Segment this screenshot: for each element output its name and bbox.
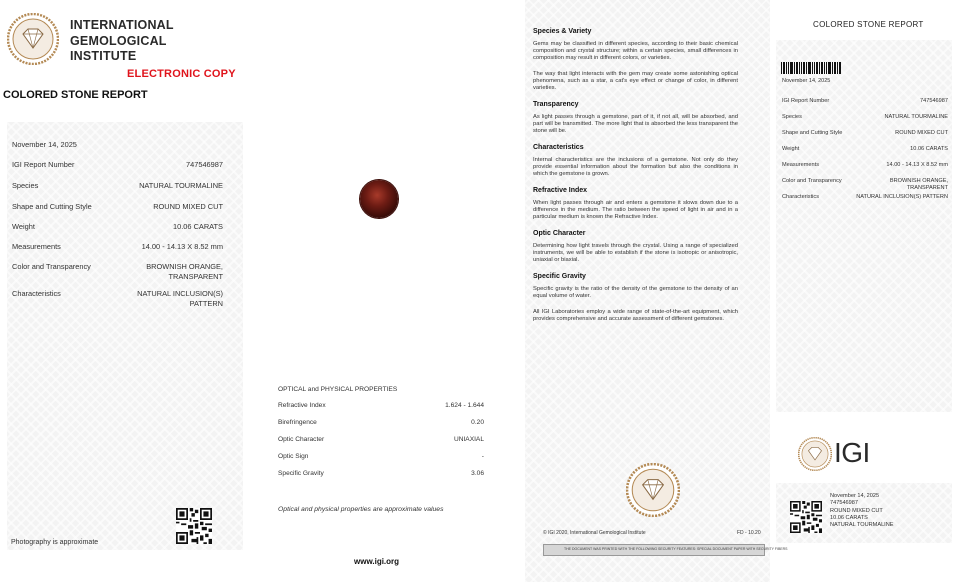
report-title: COLORED STONE REPORT bbox=[3, 89, 148, 101]
row-label: Species bbox=[782, 114, 802, 120]
row-value: 14.00 - 14.13 X 8.52 mm bbox=[141, 242, 223, 251]
row-label: Color and Transparency bbox=[12, 262, 91, 271]
row-value: 10.06 CARATS bbox=[910, 146, 948, 152]
mini-line: NATURAL TOURMALINE bbox=[830, 522, 894, 529]
report-main-panel bbox=[0, 0, 250, 582]
table-row bbox=[7, 202, 243, 222]
table-row bbox=[7, 289, 243, 313]
form-code: FD - 10.20 bbox=[737, 530, 761, 536]
mini-summary bbox=[830, 493, 894, 529]
row-value: 0.20 bbox=[471, 419, 484, 426]
summary-table bbox=[782, 98, 952, 210]
report-date: November 14, 2025 bbox=[12, 140, 77, 149]
table-row bbox=[782, 194, 952, 210]
report-date-row bbox=[7, 140, 243, 160]
security-text: THE DOCUMENT WAS PRINTED WITH THE FOLLOWING SECURITY FEATURES: SPECIAL DOCUMENT PAPER WITH SECURITY FIBERS bbox=[564, 547, 788, 551]
igi-seal-icon bbox=[798, 437, 832, 471]
row-value: NATURAL TOURMALINE bbox=[884, 114, 948, 120]
mini-line: 747546987 bbox=[830, 500, 858, 507]
optical-properties-table bbox=[278, 386, 484, 487]
row-value: UNIAXIAL bbox=[453, 436, 484, 443]
row-label: IGI Report Number bbox=[782, 98, 830, 104]
institute-name bbox=[70, 18, 174, 65]
row-label: Refractive Index bbox=[278, 402, 326, 409]
row-label: Birefringence bbox=[278, 419, 317, 426]
row-label: Species bbox=[12, 181, 39, 190]
table-row bbox=[7, 160, 243, 181]
section-text: The way that light interacts with the gem may create some astonishing optical phenomena, such as a star, a cat's eye effect or change of color, in different varieties. bbox=[533, 71, 738, 91]
approximate-values-note: Optical and physical properties are approximate values bbox=[278, 506, 444, 513]
igi-seal-icon bbox=[626, 463, 680, 517]
row-label: Characteristics bbox=[12, 289, 61, 298]
institute-name-line3: INSTITUTE bbox=[70, 49, 137, 63]
section-title: Refractive Index bbox=[533, 187, 588, 194]
table-row bbox=[278, 436, 484, 453]
table-row bbox=[782, 178, 952, 194]
summary-card bbox=[776, 40, 952, 412]
row-label: Optic Sign bbox=[278, 453, 309, 460]
row-label: Optic Character bbox=[278, 436, 325, 443]
table-row bbox=[278, 419, 484, 436]
section-title: Transparency bbox=[533, 101, 579, 108]
electronic-copy-label: ELECTRONIC COPY bbox=[127, 68, 236, 80]
gemstone-photo bbox=[360, 180, 398, 218]
qr-code-icon[interactable] bbox=[790, 501, 822, 533]
row-value: BROWNISH ORANGE, TRANSPARENT bbox=[146, 262, 223, 281]
row-label: Shape and Cutting Style bbox=[12, 202, 92, 211]
optical-heading: OPTICAL and PHYSICAL PROPERTIES bbox=[278, 386, 398, 393]
table-row bbox=[7, 262, 243, 289]
row-value: 1.624 - 1.644 bbox=[445, 402, 484, 409]
row-label: Measurements bbox=[782, 162, 819, 168]
igi-seal-icon bbox=[7, 13, 59, 65]
section-title: Specific Gravity bbox=[533, 273, 586, 280]
table-row bbox=[782, 98, 952, 114]
row-value: 14.00 - 14.13 X 8.52 mm bbox=[886, 162, 948, 168]
definitions-list bbox=[533, 28, 738, 332]
row-value: 10.06 CARATS bbox=[173, 222, 223, 231]
section-text: Determining how light travels through the crystal. Using a range of specialized instruments, we will be able to establish if the stone is isotropic or anisotropic, uniaxial or biaxial. bbox=[533, 243, 738, 263]
row-value: BROWNISH ORANGE, TRANSPARENT bbox=[889, 178, 948, 191]
row-value: ROUND MIXED CUT bbox=[153, 202, 223, 211]
section-title: Species & Variety bbox=[533, 28, 592, 35]
security-strip bbox=[543, 544, 788, 556]
row-label: Color and Transparency bbox=[782, 178, 842, 184]
table-row bbox=[7, 181, 243, 202]
row-value: ROUND MIXED CUT bbox=[895, 130, 948, 136]
section-text: When light passes through air and enters a gemstone it slows down due to a difference in the medium. The ratio between the speed of light in air and in a particular medium is known the Refractive Index. bbox=[533, 200, 738, 220]
section-text: Gems may be classified in different species, according to their basic chemical composition and crystal structure; within a certain species, small differences in composition may result in different colors, or varieties. bbox=[533, 41, 738, 61]
section-text: As light passes through a gemstone, part of it, if not all, will be absorbed, and part will be transmitted. The more light that is absorbed the less transparent the stone will be. bbox=[533, 114, 738, 134]
row-value: NATURAL INCLUSION(S) PATTERN bbox=[856, 194, 948, 200]
row-value: 747546987 bbox=[920, 98, 948, 104]
row-label: Weight bbox=[12, 222, 35, 231]
row-label: Specific Gravity bbox=[278, 470, 324, 477]
summary-title: COLORED STONE REPORT bbox=[813, 20, 924, 29]
barcode-icon bbox=[781, 62, 841, 74]
table-row bbox=[782, 114, 952, 130]
gem-photo-panel bbox=[250, 0, 518, 582]
mini-line: 10.06 CARATS bbox=[830, 514, 868, 521]
website-link[interactable]: www.igi.org bbox=[354, 557, 400, 566]
row-label: Measurements bbox=[12, 242, 61, 251]
section-text: All IGI Laboratories employ a wide range of state-of-the-art equipment, which provides comprehensive and accurate assessment of different gemstones. bbox=[533, 309, 738, 322]
definitions-panel bbox=[525, 0, 788, 582]
row-value: 747546987 bbox=[186, 160, 223, 169]
table-row bbox=[7, 222, 243, 242]
table-row bbox=[278, 470, 484, 487]
row-label: Shape and Cutting Style bbox=[782, 130, 843, 136]
summary-date: November 14, 2025 bbox=[782, 78, 831, 84]
row-value: NATURAL TOURMALINE bbox=[139, 181, 223, 190]
report-details-table bbox=[7, 122, 243, 550]
igi-logo-text: IGI bbox=[834, 437, 870, 468]
table-row bbox=[7, 242, 243, 262]
table-row bbox=[782, 130, 952, 146]
row-value: NATURAL INCLUSION(S) PATTERN bbox=[137, 289, 223, 308]
row-value: 3.06 bbox=[471, 470, 484, 477]
mini-line: ROUND MIXED CUT bbox=[830, 507, 883, 514]
institute-name-line1: INTERNATIONAL bbox=[70, 18, 174, 32]
table-row bbox=[782, 146, 952, 162]
institute-name-line2: GEMOLOGICAL bbox=[70, 33, 167, 48]
table-row bbox=[278, 402, 484, 419]
section-title: Characteristics bbox=[533, 144, 584, 151]
qr-code-icon[interactable] bbox=[176, 508, 212, 544]
table-row bbox=[278, 453, 484, 470]
row-label: Characteristics bbox=[782, 194, 819, 200]
mini-line: November 14, 2025 bbox=[830, 493, 880, 499]
row-label: Weight bbox=[782, 146, 800, 152]
summary-mini-card bbox=[776, 483, 952, 543]
section-text: Internal characteristics are the inclusions of a gemstone. Not only do they provide essential information about the formation but also the conditions in which the gemstone is grown. bbox=[533, 157, 738, 177]
summary-panel bbox=[770, 0, 960, 582]
photography-note: Photography is approximate bbox=[11, 539, 99, 546]
section-title: Optic Character bbox=[533, 230, 586, 237]
section-text: Specific gravity is the ratio of the density of the gemstone to the density of an equal volume of water. bbox=[533, 286, 738, 299]
copyright-text: © IGI 2020, International Gemological Institute bbox=[543, 530, 646, 536]
table-row bbox=[782, 162, 952, 178]
row-label: IGI Report Number bbox=[12, 160, 75, 169]
row-value: - bbox=[481, 453, 484, 460]
